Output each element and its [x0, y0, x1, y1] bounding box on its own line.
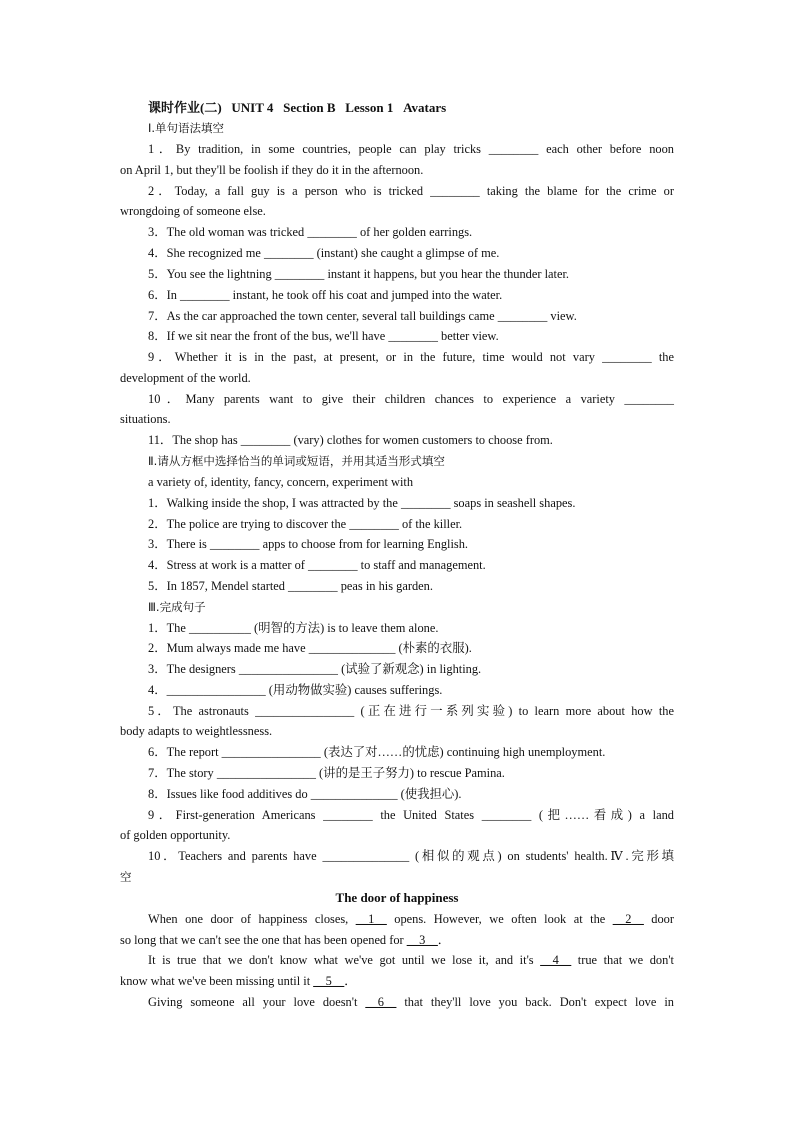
passage-text: so long that we can't see the one that has been opened for	[120, 933, 407, 947]
s3-item-10-cont: 空	[120, 870, 132, 884]
s1-item-7: 7．As the car approached the town center, several tall buildings came ________ view.	[148, 309, 577, 323]
s3-item-9: 9．First-generation Americans ________ the United States ________ (把……看成) a land	[148, 808, 674, 822]
section-2-heading: Ⅱ.请从方框中选择恰当的单词或短语，并用其适当形式填空	[148, 454, 445, 468]
section-1-heading: Ⅰ.单句语法填空	[148, 121, 225, 135]
page-title: 课时作业(二) UNIT 4 Section B Lesson 1 Avatars	[148, 100, 447, 115]
s1-item-5: 5．You see the lightning ________ instant it happens, but you hear the thunder later.	[148, 267, 569, 281]
s1-item-11: 11．The shop has ________ (vary) clothes for women customers to choose from.	[148, 433, 553, 447]
s1-item-1-cont: on April 1, but they'll be foolish if they do it in the afternoon.	[120, 163, 424, 177]
passage-text: It is true that we don't know what we've got until we lose it, and it's	[148, 953, 541, 967]
passage-title: The door of happiness	[335, 890, 459, 905]
s3-item-9-cont: of golden opportunity.	[120, 828, 231, 842]
s2-item-4: 4．Stress at work is a matter of ________ to staff and management.	[148, 558, 486, 572]
s3-item-3: 3．The designers ________________ (试验了新观念) in lighting.	[148, 662, 482, 676]
blank-5: __5__	[313, 974, 345, 988]
s3-item-6: 6．The report ________________ (表达了对……的忧虑) continuing high unemployment.	[148, 745, 606, 759]
passage-text: ．	[344, 974, 357, 988]
s2-item-5: 5．In 1857, Mendel started ________ peas in his garden.	[148, 579, 433, 593]
passage-text: true that we don't	[571, 953, 674, 967]
s3-item-8: 8．Issues like food additives do ______________ (使我担心).	[148, 787, 462, 801]
section-3-heading: Ⅲ.完成句子	[148, 600, 206, 614]
s1-item-10: 10．Many parents want to give their children chances to experience a variety ________	[148, 392, 674, 406]
s3-item-10: 10．Teachers and parents have ______________ (相似的观点) on students' health.Ⅳ.完形填	[148, 849, 674, 863]
s3-item-5-cont: body adapts to weightlessness.	[120, 724, 273, 738]
passage-line-5	[148, 994, 674, 1010]
s1-item-9-cont: development of the world.	[120, 371, 251, 385]
s3-item-5: 5．The astronauts ________________ (正在进行一系列实验) to learn more about how the	[148, 704, 674, 718]
s3-item-4: 4．________________ (用动物做实验) causes sufferings.	[148, 683, 443, 697]
s1-item-4: 4．She recognized me ________ (instant) she caught a glimpse of me.	[148, 246, 500, 260]
passage-text: know what we've been missing until it	[120, 974, 314, 988]
s1-item-1: 1．By tradition, in some countries, people can play tricks ________ each other before noon	[148, 142, 674, 156]
s2-item-1: 1．Walking inside the shop, I was attracted by the ________ soaps in seashell shapes.	[148, 496, 576, 510]
s1-item-10-cont: situations.	[120, 412, 171, 426]
passage-line-2	[120, 932, 674, 948]
passage-text: that they'll love you back. Don't expect love in	[396, 995, 674, 1009]
blank-1: __1__	[355, 912, 387, 926]
s1-item-2-cont: wrongdoing of someone else.	[120, 204, 266, 218]
s3-item-7: 7．The story ________________ (讲的是王子努力) to rescue Pamina.	[148, 766, 505, 780]
blank-4: __4__	[540, 953, 572, 967]
s2-item-3: 3．There is ________ apps to choose from for learning English.	[148, 537, 469, 551]
s1-item-9: 9．Whether it is in the past, at present, or in the future, time would not vary ________ the	[148, 350, 674, 364]
passage-line-3	[148, 952, 674, 968]
s1-item-6: 6．In ________ instant, he took off his coat and jumped into the water.	[148, 288, 503, 302]
passage-text: Giving someone all your love doesn't	[148, 995, 366, 1009]
passage-text: door	[643, 912, 674, 926]
s1-item-8: 8．If we sit near the front of the bus, we'll have ________ better view.	[148, 329, 499, 343]
s3-item-1: 1．The __________ (明智的方法) is to leave them alone.	[148, 621, 439, 635]
passage-line-4	[120, 973, 674, 989]
word-box: a variety of, identity, fancy, concern, experiment with	[148, 475, 414, 489]
passage-text: When one door of happiness closes,	[148, 912, 356, 926]
blank-6: __6__	[365, 995, 397, 1009]
passage-text: opens. However, we often look at the	[386, 912, 613, 926]
blank-2: __2__	[612, 912, 644, 926]
passage-line-1	[148, 911, 674, 927]
blank-3: __3__	[406, 933, 438, 947]
s1-item-2: 2．Today, a fall guy is a person who is tricked ________ taking the blame for the crime or	[148, 184, 674, 198]
s2-item-2: 2．The police are trying to discover the ________ of the killer.	[148, 517, 463, 531]
s3-item-2: 2．Mum always made me have ______________ (朴素的衣服).	[148, 641, 472, 655]
passage-text: ．	[437, 933, 451, 947]
s1-item-3: 3．The old woman was tricked ________ of her golden earrings.	[148, 225, 473, 239]
